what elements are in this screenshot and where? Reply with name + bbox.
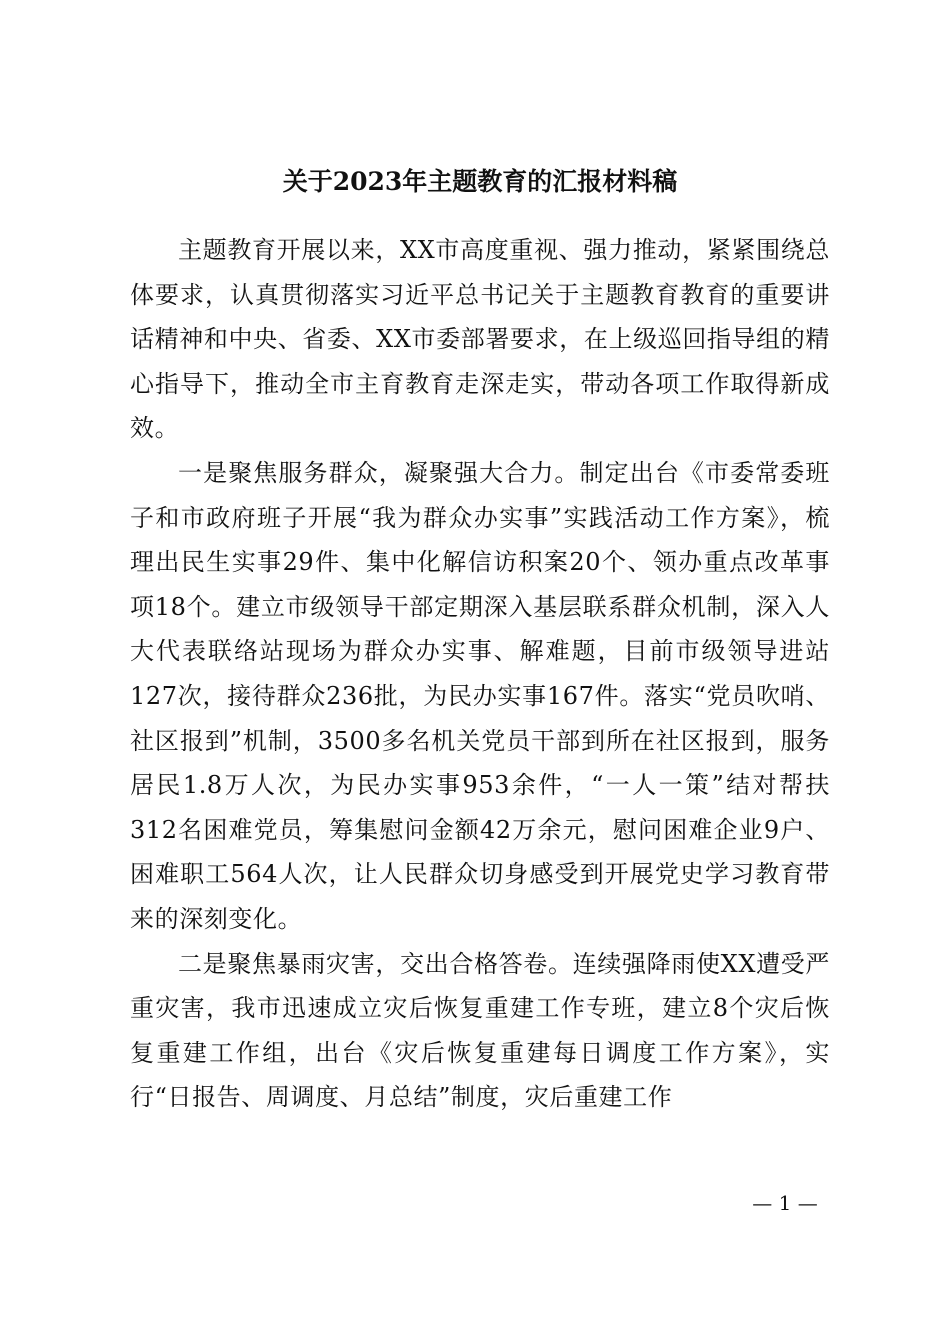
document-body: [130, 228, 830, 1120]
paragraph-intro: 主题教育开展以来，XX市高度重视、强力推动，紧紧围绕总体要求，认真贯彻落实习近平总书记关于主题教育教育的重要讲话精神和中央、省委、XX市委部署要求，在上级巡回指导组的精心指导下，推动全市主育教育走深走实，带动各项工作取得新成效。: [130, 236, 830, 443]
paragraph-rainstorm-disaster: 二是聚焦暴雨灾害，交出合格答卷。连续强降雨使XX遭受严重灾害，我市迅速成立灾后恢复重建工作专班，建立8个灾后恢复重建工作组，出台《灾后恢复重建每日调度工作方案》，实行“日报告、周调度、月总结”制度，灾后重建工作: [130, 949, 830, 1112]
page-number: — 1 —: [752, 1191, 818, 1215]
document-title: 关于2023年主题教育的汇报材料稿: [282, 167, 678, 196]
paragraph-serve-masses: 一是聚焦服务群众，凝聚强大合力。制定出台《市委常委班子和市政府班子开展“我为群众办实事”实践活动工作方案》，梳理出民生实事29件、集中化解信访积案20个、领办重点改革事项18个。建立市级领导干部定期深入基层联系群众机制，深入人大代表联络站现场为群众办实事、解难题，目前市级领导进站127次，接待群众236批，为民办实事167件。落实“党员吹哨、社区报到”机制，3500多名机关党员干部到所在社区报到，服务居民1.8万人次，为民办实事953余件，“一人一策”结对帮扶312名困难党员，筹集慰问金额42万余元，慰问困难企业9户、困难职工564人次，让人民群众切身感受到开展党史学习教育带来的深刻变化。: [130, 458, 830, 933]
